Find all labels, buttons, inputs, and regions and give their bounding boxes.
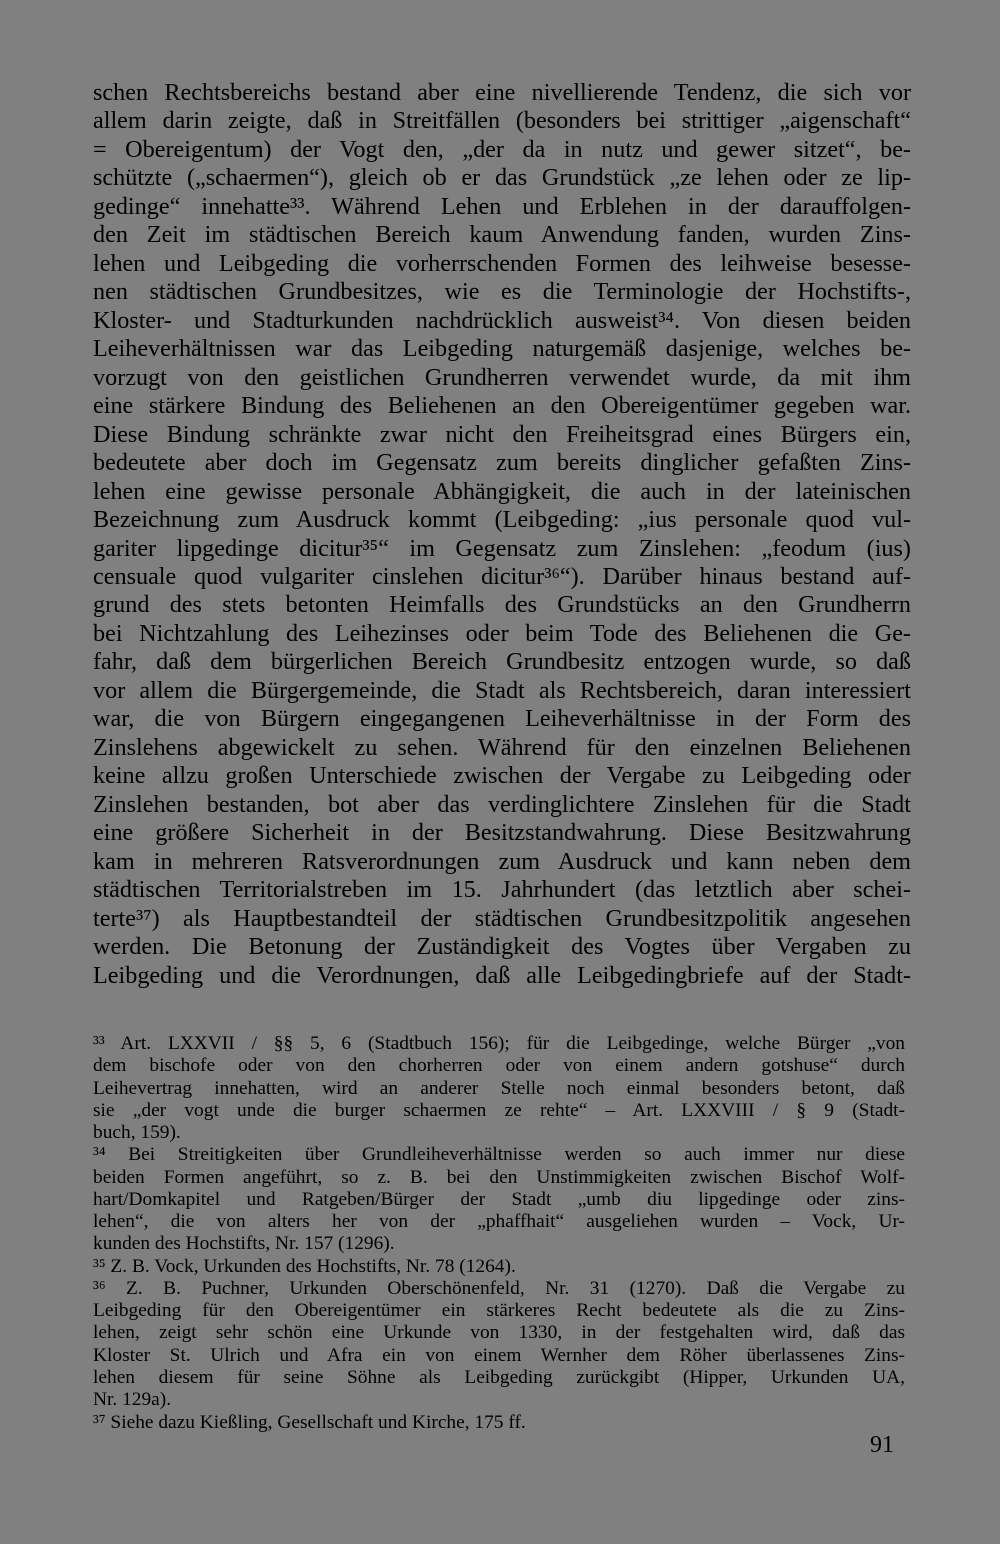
- body-line: bedeutete aber doch im Gegensatz zum bereits dinglicher gefaßten Zins-: [93, 449, 911, 477]
- footnote-line: ³⁵ Z. B. Vock, Urkunden des Hochstifts, Nr. 78 (1264).: [93, 1255, 516, 1277]
- body-line: werden. Die Betonung der Zuständigkeit des Vogtes über Vergaben zu: [93, 933, 911, 961]
- footnote-line: buch, 159).: [93, 1122, 181, 1144]
- body-line: Kloster- und Stadturkunden nachdrücklich ausweist³⁴. Von diesen beiden: [93, 306, 911, 334]
- body-line: war, die von Bürgern eingegangenen Leiheverhältnisse in der Form des: [93, 705, 911, 733]
- footnotes: [93, 1033, 905, 1434]
- page-number: 91: [870, 1432, 894, 1458]
- body-line: = Obereigentum) der Vogt den, „der da in nutz und gewer sitzet“, be-: [93, 135, 911, 163]
- body-line: eine größere Sicherheit in der Besitzstandwahrung. Diese Besitzwahrung: [93, 819, 911, 847]
- footnote-line: Kloster St. Ulrich und Afra ein von einem Wernher dem Röher überlassenes Zins-: [93, 1344, 905, 1366]
- body-line: städtischen Territorialstreben im 15. Jahrhundert (das letztlich aber schei-: [93, 876, 911, 904]
- body-line: vorzugt von den geistlichen Grundherren verwendet wurde, da mit ihm: [93, 363, 911, 391]
- body-line: gariter lipgedinge dicitur³⁵“ im Gegensatz zum Zinslehen: „feodum (ius): [93, 534, 911, 562]
- footnote-line: lehen diesem für seine Söhne als Leibgeding zurückgibt (Hipper, Urkunden UA,: [93, 1366, 905, 1388]
- footnote-line: Leibgeding für den Obereigentümer ein stärkeres Recht bedeutete als die zu Zins-: [93, 1300, 905, 1322]
- body-line: schützte („schaermen“), gleich ob er das Grundstück „ze lehen oder ze lip-: [93, 164, 911, 192]
- footnote-line: Leihevertrag innehatten, wird an anderer Stelle noch einmal besonders betont, daß: [93, 1077, 905, 1099]
- body-line: censuale quod vulgariter cinslehen dicitur³⁶“). Darüber hinaus bestand auf-: [93, 562, 911, 590]
- body-line: den Zeit im städtischen Bereich kaum Anwendung fanden, wurden Zins-: [93, 221, 911, 249]
- body-line: bei Nichtzahlung des Leihezinses oder beim Tode des Beliehenen die Ge-: [93, 619, 911, 647]
- main-text: [93, 79, 911, 990]
- body-line: keine allzu großen Unterschiede zwischen der Vergabe zu Leibgeding oder: [93, 762, 911, 790]
- body-line: eine stärkere Bindung des Beliehenen an den Obereigentümer gegeben war.: [93, 392, 911, 420]
- body-line: terte³⁷) als Hauptbestandteil der städtischen Grundbesitzpolitik angesehen: [93, 904, 911, 932]
- body-line: Leiheverhältnissen war das Leibgeding naturgemäß dasjenige, welches be-: [93, 335, 911, 363]
- body-line: allem darin zeigte, daß in Streitfällen (besonders bei strittiger „aigenschaft“: [93, 107, 911, 135]
- body-line: Zinslehen bestanden, bot aber das verdinglichtere Zinslehen für die Stadt: [93, 790, 911, 818]
- body-line: grund des stets betonten Heimfalls des Grundstücks an den Grundherrn: [93, 591, 911, 619]
- body-line: Zinslehens abgewickelt zu sehen. Während für den einzelnen Beliehenen: [93, 733, 911, 761]
- footnote-line: beiden Formen angeführt, so z. B. bei den Unstimmigkeiten zwischen Bischof Wolf-: [93, 1166, 905, 1188]
- footnote-line: lehen, zeigt sehr schön eine Urkunde von 1330, in der festgehalten wird, daß das: [93, 1322, 905, 1344]
- footnote-line: dem bischofe oder von den chorherren oder von einem andern gotshuse“ durch: [93, 1055, 905, 1077]
- footnote-line: ³⁴ Bei Streitigkeiten über Grundleiheverhältnisse werden so auch immer nur diese: [93, 1144, 905, 1166]
- footnote-line: sie „der vogt unde die burger schaermen ze rehte“ – Art. LXXVIII / § 9 (Stadt-: [93, 1099, 905, 1121]
- body-line: gedinge“ innehatte³³. Während Lehen und Erblehen in der darauffolgen-: [93, 192, 911, 220]
- body-line: Leibgeding und die Verordnungen, daß alle Leibgedingbriefe auf der Stadt-: [93, 961, 911, 989]
- body-line: lehen und Leibgeding die vorherrschenden Formen des leihweise besesse-: [93, 249, 911, 277]
- footnote-line: ³⁶ Z. B. Puchner, Urkunden Oberschönenfeld, Nr. 31 (1270). Daß die Vergabe zu: [93, 1277, 905, 1299]
- footnote-line: lehen“, die von alters her von der „phaffhait“ ausgeliehen wurden – Vock, Ur-: [93, 1211, 905, 1233]
- body-line: kam in mehreren Ratsverordnungen zum Ausdruck und kann neben dem: [93, 847, 911, 875]
- footnote-line: ³⁷ Siehe dazu Kießling, Gesellschaft und Kirche, 175 ff.: [93, 1411, 526, 1433]
- footnote-line: hart/Domkapitel und Ratgeben/Bürger der Stadt „umb diu lipgedinge oder zins-: [93, 1188, 905, 1210]
- footnote-line: ³³ Art. LXXVII / §§ 5, 6 (Stadtbuch 156); für die Leibgedinge, welche Bürger „von: [93, 1033, 905, 1054]
- footnote-line: Nr. 129a).: [93, 1389, 172, 1411]
- body-line: nen städtischen Grundbesitzes, wie es die Terminologie der Hochstifts-,: [93, 278, 911, 306]
- body-line: schen Rechtsbereichs bestand aber eine nivellierende Tendenz, die sich vor: [93, 79, 911, 106]
- footnote-line: kunden des Hochstifts, Nr. 157 (1296).: [93, 1233, 395, 1255]
- body-line: Diese Bindung schränkte zwar nicht den Freiheitsgrad eines Bürgers ein,: [93, 420, 911, 448]
- body-line: fahr, daß dem bürgerlichen Bereich Grundbesitz entzogen wurde, so daß: [93, 648, 911, 676]
- body-line: vor allem die Bürgergemeinde, die Stadt als Rechtsbereich, daran interessiert: [93, 676, 911, 704]
- body-line: lehen eine gewisse personale Abhängigkeit, die auch in der lateinischen: [93, 477, 911, 505]
- body-line: Bezeichnung zum Ausdruck kommt (Leibgeding: „ius personale quod vul-: [93, 506, 911, 534]
